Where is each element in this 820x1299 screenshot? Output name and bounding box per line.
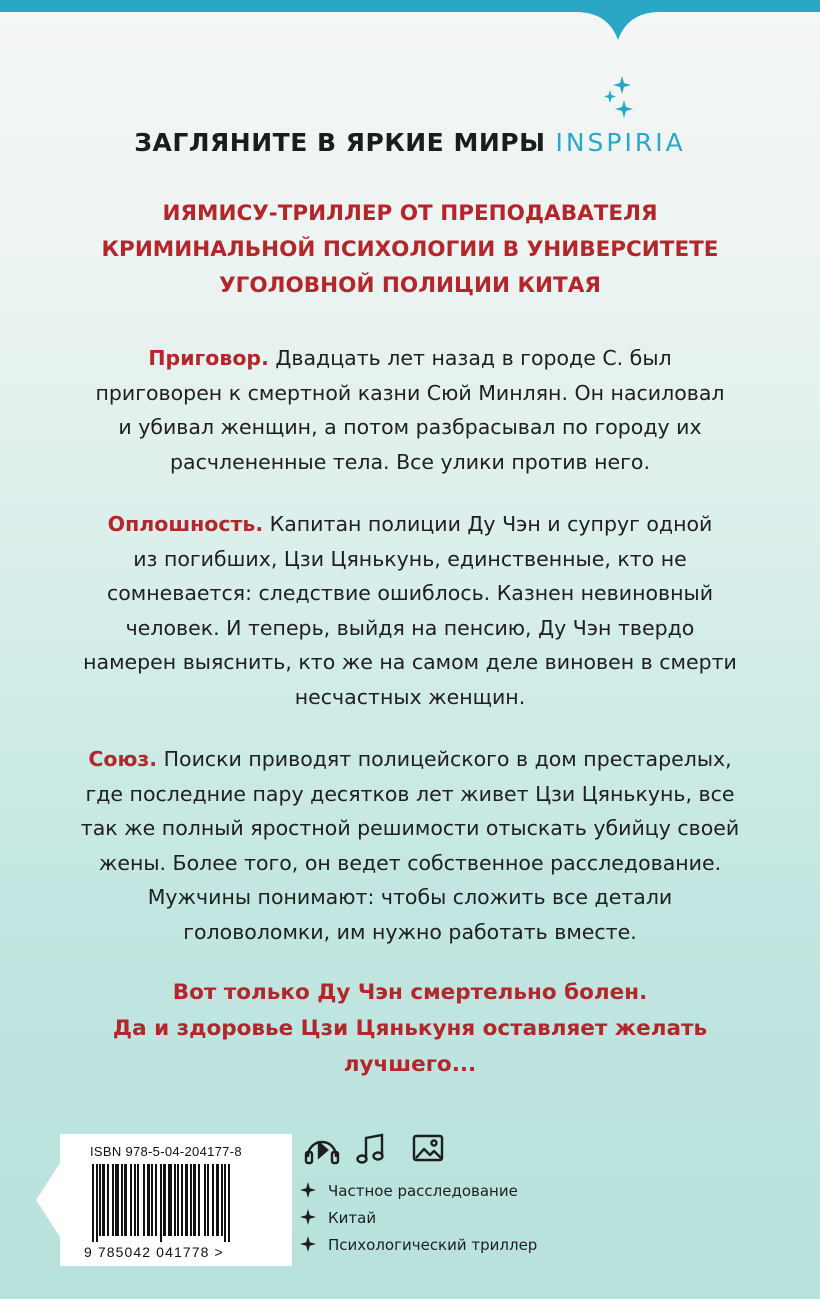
barcode-notch bbox=[36, 1160, 62, 1240]
headline-line: КРИМИНАЛЬНОЙ ПСИХОЛОГИИ В УНИВЕРСИТЕТЕ bbox=[101, 237, 719, 262]
barcode-bar bbox=[130, 1164, 132, 1236]
barcode-bar bbox=[92, 1164, 94, 1242]
paragraph-line: несчастных женщин. bbox=[294, 684, 526, 709]
barcode-bar bbox=[190, 1164, 192, 1236]
paragraph-line: человек. И теперь, выйдя на пенсию, Ду Чэн твердо bbox=[125, 615, 695, 640]
barcode-bar bbox=[181, 1164, 183, 1236]
paragraph-line: головоломки, им нужно работать вместе. bbox=[183, 919, 637, 944]
barcode-bar bbox=[96, 1164, 98, 1242]
tag-item bbox=[300, 1178, 537, 1205]
paragraph-line: где последние пару десятков лет живет Цзи Цянькунь, все bbox=[85, 781, 735, 806]
barcode-bar bbox=[216, 1164, 219, 1236]
brand-tagline: ЗАГЛЯНИТЕ В ЯРКИЕ МИРЫ bbox=[134, 128, 546, 157]
barcode-bar bbox=[174, 1164, 176, 1236]
paragraph-text: Поиски приводят полицейского в дом престарелых, bbox=[157, 747, 732, 771]
barcode-bar bbox=[107, 1164, 109, 1236]
star-icon bbox=[300, 1182, 316, 1198]
paragraph-line: Мужчины понимают: чтобы сложить все детали bbox=[147, 885, 673, 909]
barcode-bar bbox=[121, 1164, 123, 1236]
paragraph-lead: Оплошность. bbox=[107, 512, 264, 536]
star-icon bbox=[300, 1236, 316, 1252]
paragraph-mistake bbox=[0, 507, 820, 714]
barcode-bar bbox=[151, 1164, 153, 1236]
barcode-bar bbox=[99, 1164, 101, 1236]
barcode-bar bbox=[221, 1164, 223, 1236]
paragraph-verdict bbox=[0, 341, 820, 479]
barcode-digits: 9 785042 041778 > bbox=[84, 1244, 224, 1260]
tag-label: Психологический триллер bbox=[328, 1236, 538, 1254]
paragraph-line: приговорен к смертной казни Сюй Минлян. Он насиловал bbox=[95, 380, 725, 405]
barcode-bar bbox=[115, 1164, 119, 1236]
brand-name: INSPIRIA bbox=[555, 128, 686, 157]
paragraph-text: Двадцать лет назад в городе С. был bbox=[268, 346, 672, 370]
barcode bbox=[92, 1164, 264, 1242]
sparkle-icon bbox=[600, 74, 640, 122]
closing-line: Да и здоровье Цзи Цянькуня оставляет желать bbox=[112, 1016, 708, 1041]
headline-line: УГОЛОВНОЙ ПОЛИЦИИ КИТАЯ bbox=[219, 273, 601, 298]
music-note-icon bbox=[358, 1135, 383, 1163]
barcode-bar bbox=[143, 1164, 145, 1236]
paragraph-line: из погибших, Цзи Цянькунь, единственные, кто не bbox=[133, 546, 687, 571]
barcode-bar bbox=[193, 1164, 196, 1236]
barcode-bar bbox=[155, 1164, 157, 1236]
headline-line: ИЯМИСУ-ТРИЛЛЕР ОТ ПРЕПОДАВАТЕЛЯ bbox=[162, 201, 658, 226]
paragraph-lead: Приговор. bbox=[148, 346, 269, 370]
barcode-bar bbox=[177, 1164, 179, 1236]
closing-statement bbox=[0, 975, 820, 1083]
paragraph-line: жены. Более того, он ведет собственное расследование. bbox=[98, 850, 722, 875]
barcode-bar bbox=[124, 1164, 127, 1236]
paragraph-line: расчлененные тела. Все улики против него. bbox=[170, 449, 650, 474]
barcode-bar bbox=[204, 1164, 206, 1236]
barcode-bar bbox=[112, 1164, 114, 1236]
barcode-bar bbox=[198, 1164, 200, 1236]
barcode-bar bbox=[147, 1164, 150, 1236]
star-icon bbox=[300, 1209, 316, 1225]
paragraph-alliance bbox=[0, 742, 820, 949]
isbn-text: ISBN 978-5-04-204177-8 bbox=[90, 1144, 242, 1159]
barcode-bar bbox=[168, 1164, 172, 1236]
brand-line bbox=[0, 128, 820, 157]
barcode-box bbox=[60, 1134, 292, 1266]
audiobook-icon bbox=[306, 1142, 338, 1163]
image-icon bbox=[414, 1136, 442, 1160]
paragraph-line: намерен выяснить, кто же на самом деле виновен в смерти bbox=[83, 650, 737, 674]
tag-list bbox=[300, 1178, 537, 1259]
paragraph-text: Капитан полиции Ду Чэн и супруг одной bbox=[263, 512, 713, 536]
tag-label: Китай bbox=[328, 1209, 377, 1227]
barcode-bar bbox=[228, 1164, 230, 1242]
tag-item bbox=[300, 1205, 537, 1232]
tag-item bbox=[300, 1232, 537, 1259]
paragraph-line: сомневается: следствие ошиблось. Казнен невиновный bbox=[106, 581, 714, 605]
barcode-bar bbox=[207, 1164, 209, 1236]
barcode-bar bbox=[163, 1164, 166, 1236]
tag-label: Частное расследование bbox=[328, 1182, 518, 1200]
closing-line: Вот только Ду Чэн смертельно болен. bbox=[172, 980, 648, 1005]
paragraph-line: и убивал женщин, а потом разбрасывал по городу их bbox=[118, 415, 702, 439]
barcode-bar bbox=[160, 1164, 162, 1242]
paragraph-lead: Союз. bbox=[88, 747, 158, 771]
barcode-bar bbox=[137, 1164, 139, 1236]
closing-line: лучшего... bbox=[343, 1052, 477, 1077]
barcode-bar bbox=[134, 1164, 136, 1236]
barcode-bar bbox=[185, 1164, 188, 1236]
headline bbox=[0, 196, 820, 304]
barcode-bar bbox=[212, 1164, 214, 1236]
top-banner bbox=[0, 0, 820, 48]
format-icons bbox=[300, 1128, 460, 1168]
barcode-bar bbox=[102, 1164, 105, 1236]
paragraph-line: так же полный яростной решимости отыскать убийцу своей bbox=[80, 816, 740, 840]
barcode-bar bbox=[224, 1164, 226, 1242]
